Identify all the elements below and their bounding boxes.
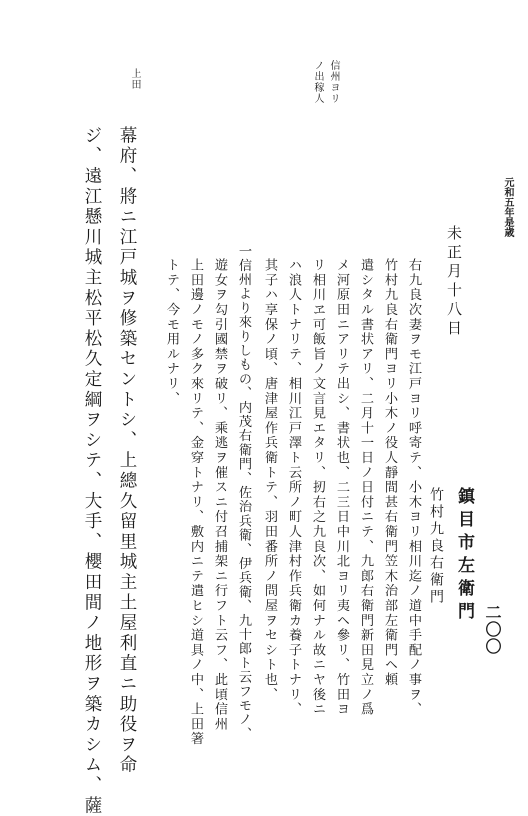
body-line: 遊女ヲ勾引國禁ヲ破リ、乘逃ヲ催スニ付召捕架ニ行フト云フ、此頃信州 xyxy=(212,258,227,732)
entry-date: 未正月十八日 xyxy=(445,225,463,339)
entry-line: ジ、遠江懸川城主松平松久定綱ヲシテ、大手、櫻田間ノ地形ヲ築カシム、薩 xyxy=(82,126,102,816)
body-line: リ相川ヱ可飯旨ノ文言見エタリ、扨右之九良次、如何ナル故ニヤ後ニ xyxy=(310,258,325,717)
body-line: 右九良次妻ヲモ江戸ヨリ呼寄テ、小木ヨリ相川迄ノ道中手配ノ事ヲ、 xyxy=(406,258,421,717)
body-line: 遣シタル書状アリ、二月十一日ノ日付ニテ、九郎右衛門新田見立ノ爲 xyxy=(358,258,373,717)
body-line: 竹村九良右衛門ヨリ小木ノ役人靜間甚右衛門笠木治部左衛門ヘ頼 xyxy=(382,258,397,688)
entry-title: 鎮目市左衛門 xyxy=(454,487,474,625)
page-number: 二〇〇 xyxy=(483,604,502,655)
entry-byline: 竹村九良右衛門 xyxy=(428,487,444,606)
running-title: 元和五年是歳 xyxy=(502,177,513,237)
entry-line: 幕府、將ニ江戸城ヲ修築セントシ、上總久留里城主土屋利直ニ助役ヲ命 xyxy=(117,126,137,776)
body-line: 上田邊ノモノ多ク來リテ、金穿トナリ、敷内ニテ遣ヒシ道具ノ中、上田箸 xyxy=(188,258,203,747)
headnote-right: 信州ヨリ xyxy=(328,60,339,104)
body-line: トテ、今モ用ルナリ、 xyxy=(164,258,179,406)
body-line: ハ浪人トナリテ、相川江戸澤ト云所ノ町人津村作兵衛カ養子トナリ、 xyxy=(286,258,301,717)
body-line: 其子ハ享保ノ頃、唐津屋作兵衛トテ、羽田番所ノ問屋ヲセシト也、 xyxy=(262,258,277,702)
body-line: 一信州より來りしもの、内茂右衛門、佐治兵衛、伊兵衛、九十郎ト云フモノ、 xyxy=(236,244,251,741)
headnote-middle: ノ出稼人 xyxy=(312,60,323,104)
body-line: メ河原田ニアリテ出シ、書状也、二三日中川北ヨリ夷ヘ參リ、竹田ヨ xyxy=(334,258,349,717)
headnote-left: 上田 xyxy=(129,68,140,90)
